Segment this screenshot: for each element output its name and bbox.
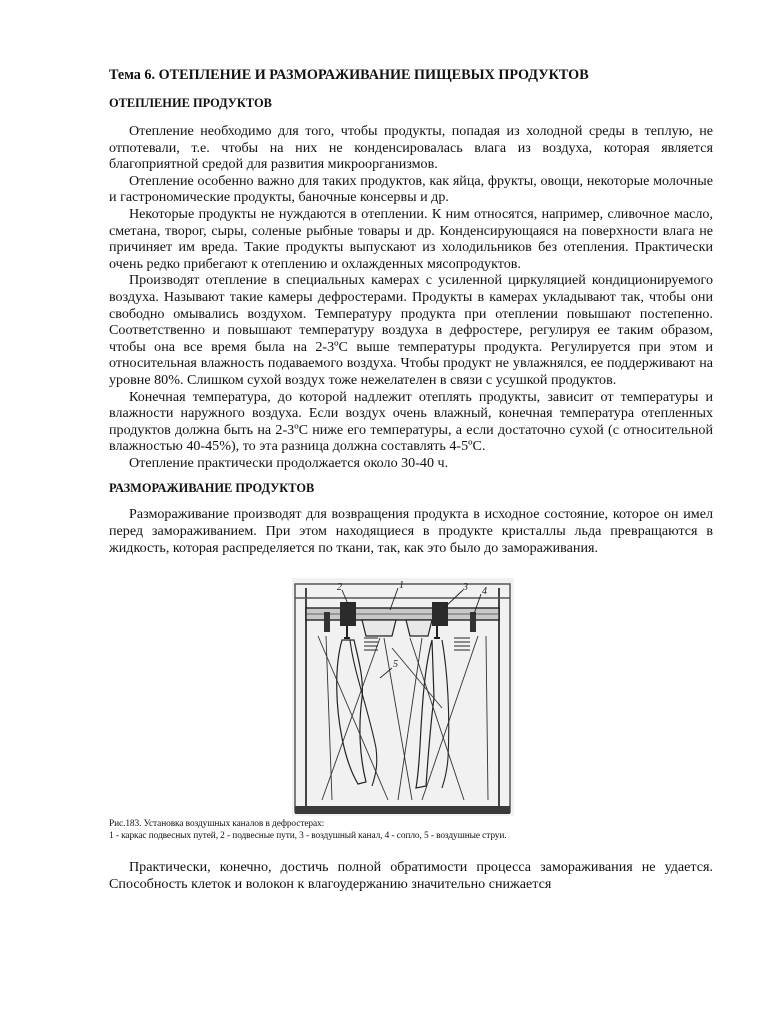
callout-1: 1 [399, 580, 404, 592]
paragraph: Размораживание производят для возвращения продукта в исходное состояние, которое он имел перед замораживанием. При этом находящиеся в продукте кристаллы льда превращаются в жидкость, которая распределяется по ткани, так, как это было до замораживания. [109, 506, 713, 556]
figure-caption-legend: 1 - каркас подвесных путей, 2 - подвесные пути, 3 - воздушный канал, 4 - сопло, 5 - воздушные струи. [109, 831, 507, 842]
paragraph: Практически, конечно, достичь полной обратимости процесса замораживания не удается. Способность клеток и волокон к влагоудержанию значительно снижается [109, 859, 713, 892]
document-body [109, 66, 713, 892]
figure-caption [109, 818, 713, 842]
figure-caption-title: Рис.183. Установка воздушных каналов в дефростерах: [109, 819, 325, 830]
paragraph: Отепление особенно важно для таких продуктов, как яйца, фрукты, овощи, некоторые молочные и гастрономические продукты, баночные консервы и др. [109, 172, 713, 206]
paragraph: Отепление практически продолжается около 30-40 ч. [129, 454, 449, 471]
paragraph: Производят отепление в специальных камерах с усиленной циркуляцией кондиционируемого воздуха. Называют такие камеры дефростерами. Продукты в камерах укладывают так, чтобы они свободно омывались воздухом. Температуру продукта при отеплении повышают постепенно. Соответственно и повышают температуру воздуха в дефростере, регулируя ее таким образом, чтобы она все время была на 2-3ºС выше температуры продукта. Регулируется при этом и относительная влажность подаваемого воздуха. Чтобы продукт не увлажнялся, ее поддерживают на уровне 80%. Слишком сухой воздух тоже нежелателен в связи с усушкой продуктов. [109, 272, 713, 388]
callout-2: 2 [337, 582, 342, 594]
paragraph: Отепление необходимо для того, чтобы продукты, попадая из холодной среды в теплую, не отпотевали, т.е. чтобы на них не конденсировалась влага из воздуха, которая является благоприятной средой для развития микроорганизмов. [109, 123, 713, 173]
section-heading-thawing: РАЗМОРАЖИВАНИЕ ПРОДУКТОВ [109, 481, 315, 496]
paragraph: Конечная температура, до которой надлежит отеплять продукты, зависит от температуры и влажности наружного воздуха. Если воздух очень влажный, конечная температура отепленных продуктов должна быть на 2-3ºС ниже его температуры, а если достаточно сухой (с относительной влажностью 40-45%), то эта разница должна составлять 4-5ºС. [109, 388, 713, 455]
document-title: Тема 6. ОТЕПЛЕНИЕ И РАЗМОРАЖИВАНИЕ ПИЩЕВЫХ ПРОДУКТОВ [109, 67, 589, 83]
defroster-diagram [292, 578, 514, 816]
paragraph: Некоторые продукты не нуждаются в отеплении. К ним относятся, например, сливочное масло, сметана, творог, сыры, соленые рыбные товары и др. Конденсирующаяся на поверхности влага не причиняет им вреда. Такие продукты выпускают из холодильников без отепления. Практически очень редко прибегают к отеплению и охлажденных мясопродуктов. [109, 205, 713, 272]
callout-5: 5 [393, 659, 398, 671]
callout-4: 4 [482, 586, 487, 598]
section-heading-warming: ОТЕПЛЕНИЕ ПРОДУКТОВ [109, 96, 272, 110]
defroster-diagram-drawing [292, 578, 514, 816]
callout-3: 3 [463, 582, 468, 594]
